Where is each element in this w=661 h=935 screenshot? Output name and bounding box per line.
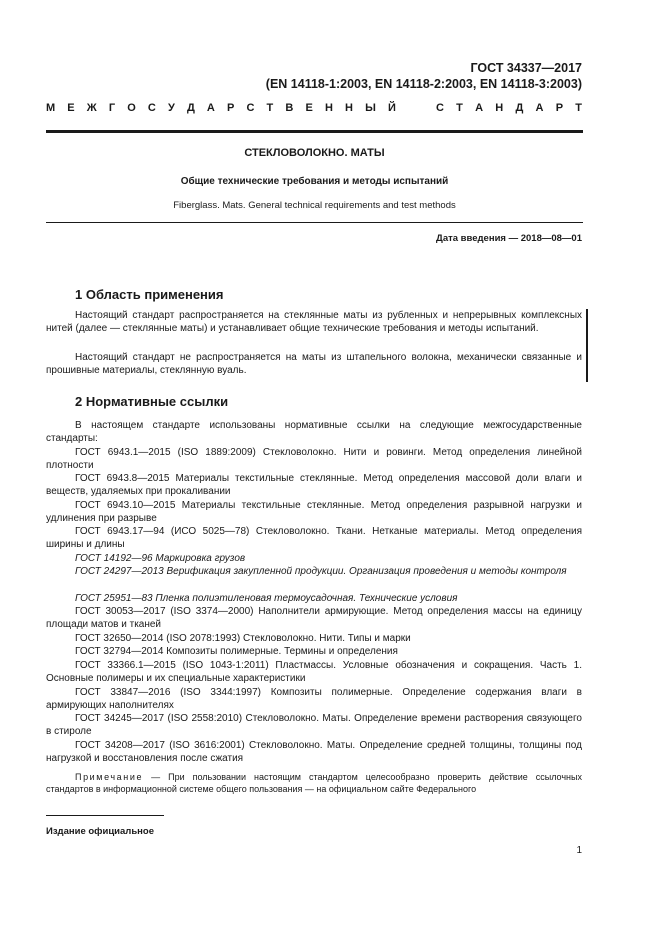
letter: А: [206, 102, 215, 114]
document-subtitle: Общие технические требования и методы испытаний: [180, 176, 449, 187]
reference-item: ГОСТ 6943.8—2015 Материалы текстильные стеклянные. Метод определения массовой доли влаги и веществ, удаляемых при прокаливании: [46, 473, 582, 498]
en-equivalents: (EN 14118-1:2003, EN 14118-2:2003, EN 14118-3:2003): [265, 77, 582, 91]
letter: Н: [495, 102, 504, 114]
letter: А: [535, 102, 544, 114]
reference-item: ГОСТ 6943.17—94 (ИСО 5025—78) Стекловолокно. Ткани. Нетканые материалы. Метод определения ширины и длины: [46, 526, 582, 551]
kind-word-standard: [436, 102, 582, 114]
document-title-english: Fiberglass. Mats. General technical requirements and test methods: [173, 200, 456, 211]
section-2-heading: 2 Нормативные ссылки: [75, 394, 229, 409]
note-text: — При пользовании настоящим стандартом целесообразно проверить действие ссылочных стандартов в информационной системе общего пользования — на официальном сайте Федерального: [46, 772, 582, 795]
letter: Н: [345, 102, 353, 114]
letter: Н: [324, 102, 333, 114]
letter: В: [285, 102, 294, 114]
document-title: СТЕКЛОВОЛОКНО. МАТЫ: [244, 147, 385, 159]
reference-item: ГОСТ 33366.1—2015 (ISO 1043-1:2011) Пластмассы. Условные обозначения и сокращения. Часть 1. Основные полимеры и их специальные характеристики: [46, 660, 582, 685]
letter: Т: [266, 102, 274, 114]
letter: У: [167, 102, 175, 114]
letter: Р: [227, 102, 235, 114]
letter: Е: [67, 102, 75, 114]
letter: Т: [456, 102, 463, 114]
letter: Г: [108, 102, 116, 114]
letter: С: [147, 102, 156, 114]
reference-item: ГОСТ 33847—2016 (ISO 3344:1997) Композиты полимерные. Определение содержания влаги в армирующих наполнителях: [46, 687, 582, 712]
reference-item: ГОСТ 30053—2017 (ISO 3374—2000) Наполнители армирующие. Метод определения массы на единицу площади матов и тканей: [46, 606, 582, 631]
letter: С: [436, 102, 444, 114]
letter: Е: [305, 102, 313, 114]
note-label: Примечание: [75, 772, 144, 782]
references-note: [46, 771, 582, 796]
letter: Й: [388, 102, 396, 114]
reference-item: ГОСТ 25951—83 Пленка полиэтиленовая термоусадочная. Технические условия: [75, 593, 458, 604]
letter: Т: [575, 102, 582, 114]
letter: Р: [555, 102, 564, 114]
title-rule: [46, 222, 583, 223]
reference-item: ГОСТ 14192—96 Маркировка грузов: [75, 553, 246, 564]
letter: О: [127, 102, 136, 114]
reference-item: ГОСТ 32794—2014 Композиты полимерные. Термины и определения: [75, 646, 398, 657]
reference-item: ГОСТ 6943.10—2015 Материалы текстильные стеклянные. Метод определения разрывной нагрузки и удлинения при разрыве: [46, 500, 582, 525]
letter: А: [475, 102, 484, 114]
letter: М: [46, 102, 56, 114]
page-number: 1: [576, 845, 582, 856]
reference-item: ГОСТ 34245—2017 (ISO 2558:2010) Стекловолокно. Маты. Определение времени растворения связующего в стироле: [46, 713, 582, 738]
letter: Ж: [86, 102, 97, 114]
scope-paragraph-1: Настоящий стандарт распространяется на стеклянные маты из рубленных и непрерывных комплексных нитей (далее — стеклянные маты) и устанавливает общие технические требования и методы испытаний.: [46, 310, 582, 335]
reference-item: ГОСТ 32650—2014 (ISO 2078:1993) Стекловолокно. Нити. Типы и марки: [75, 633, 411, 644]
header-rule: [46, 130, 583, 133]
letter: Д: [186, 102, 195, 114]
official-edition-label: Издание официальное: [46, 826, 154, 837]
kind-word-interstate: [46, 102, 396, 114]
section-1-heading: 1 Область применения: [75, 287, 224, 302]
scope-paragraph-2: Настоящий стандарт не распространяется на маты из штапельного волокна, механически связанные и прошивные материалы, стеклянную вуаль.: [46, 352, 582, 377]
reference-item: ГОСТ 24297—2013 Верификация закупленной продукции. Организация проведения и методы контроля: [75, 566, 567, 577]
footer-rule: [46, 815, 164, 816]
letter: С: [246, 102, 255, 114]
reference-item: ГОСТ 34208—2017 (ISO 3616:2001) Стекловолокно. Маты. Определение средней толщины, толщины под нагрузкой и восстановления после сжатия: [46, 740, 582, 765]
reference-item: ГОСТ 6943.1—2015 (ISO 1889:2009) Стекловолокно. Нити и ровинги. Метод определения линейной плотности: [46, 447, 582, 472]
standard-kind-line: [46, 102, 582, 114]
letter: Д: [515, 102, 524, 114]
introduction-date: Дата введения — 2018—08—01: [436, 233, 582, 244]
references-intro: В настоящем стандарте использованы нормативные ссылки на следующие межгосударственные стандарты:: [46, 420, 582, 445]
change-bar: [586, 309, 588, 382]
standard-number: ГОСТ 34337—2017: [470, 61, 582, 75]
letter: Ы: [365, 102, 376, 114]
